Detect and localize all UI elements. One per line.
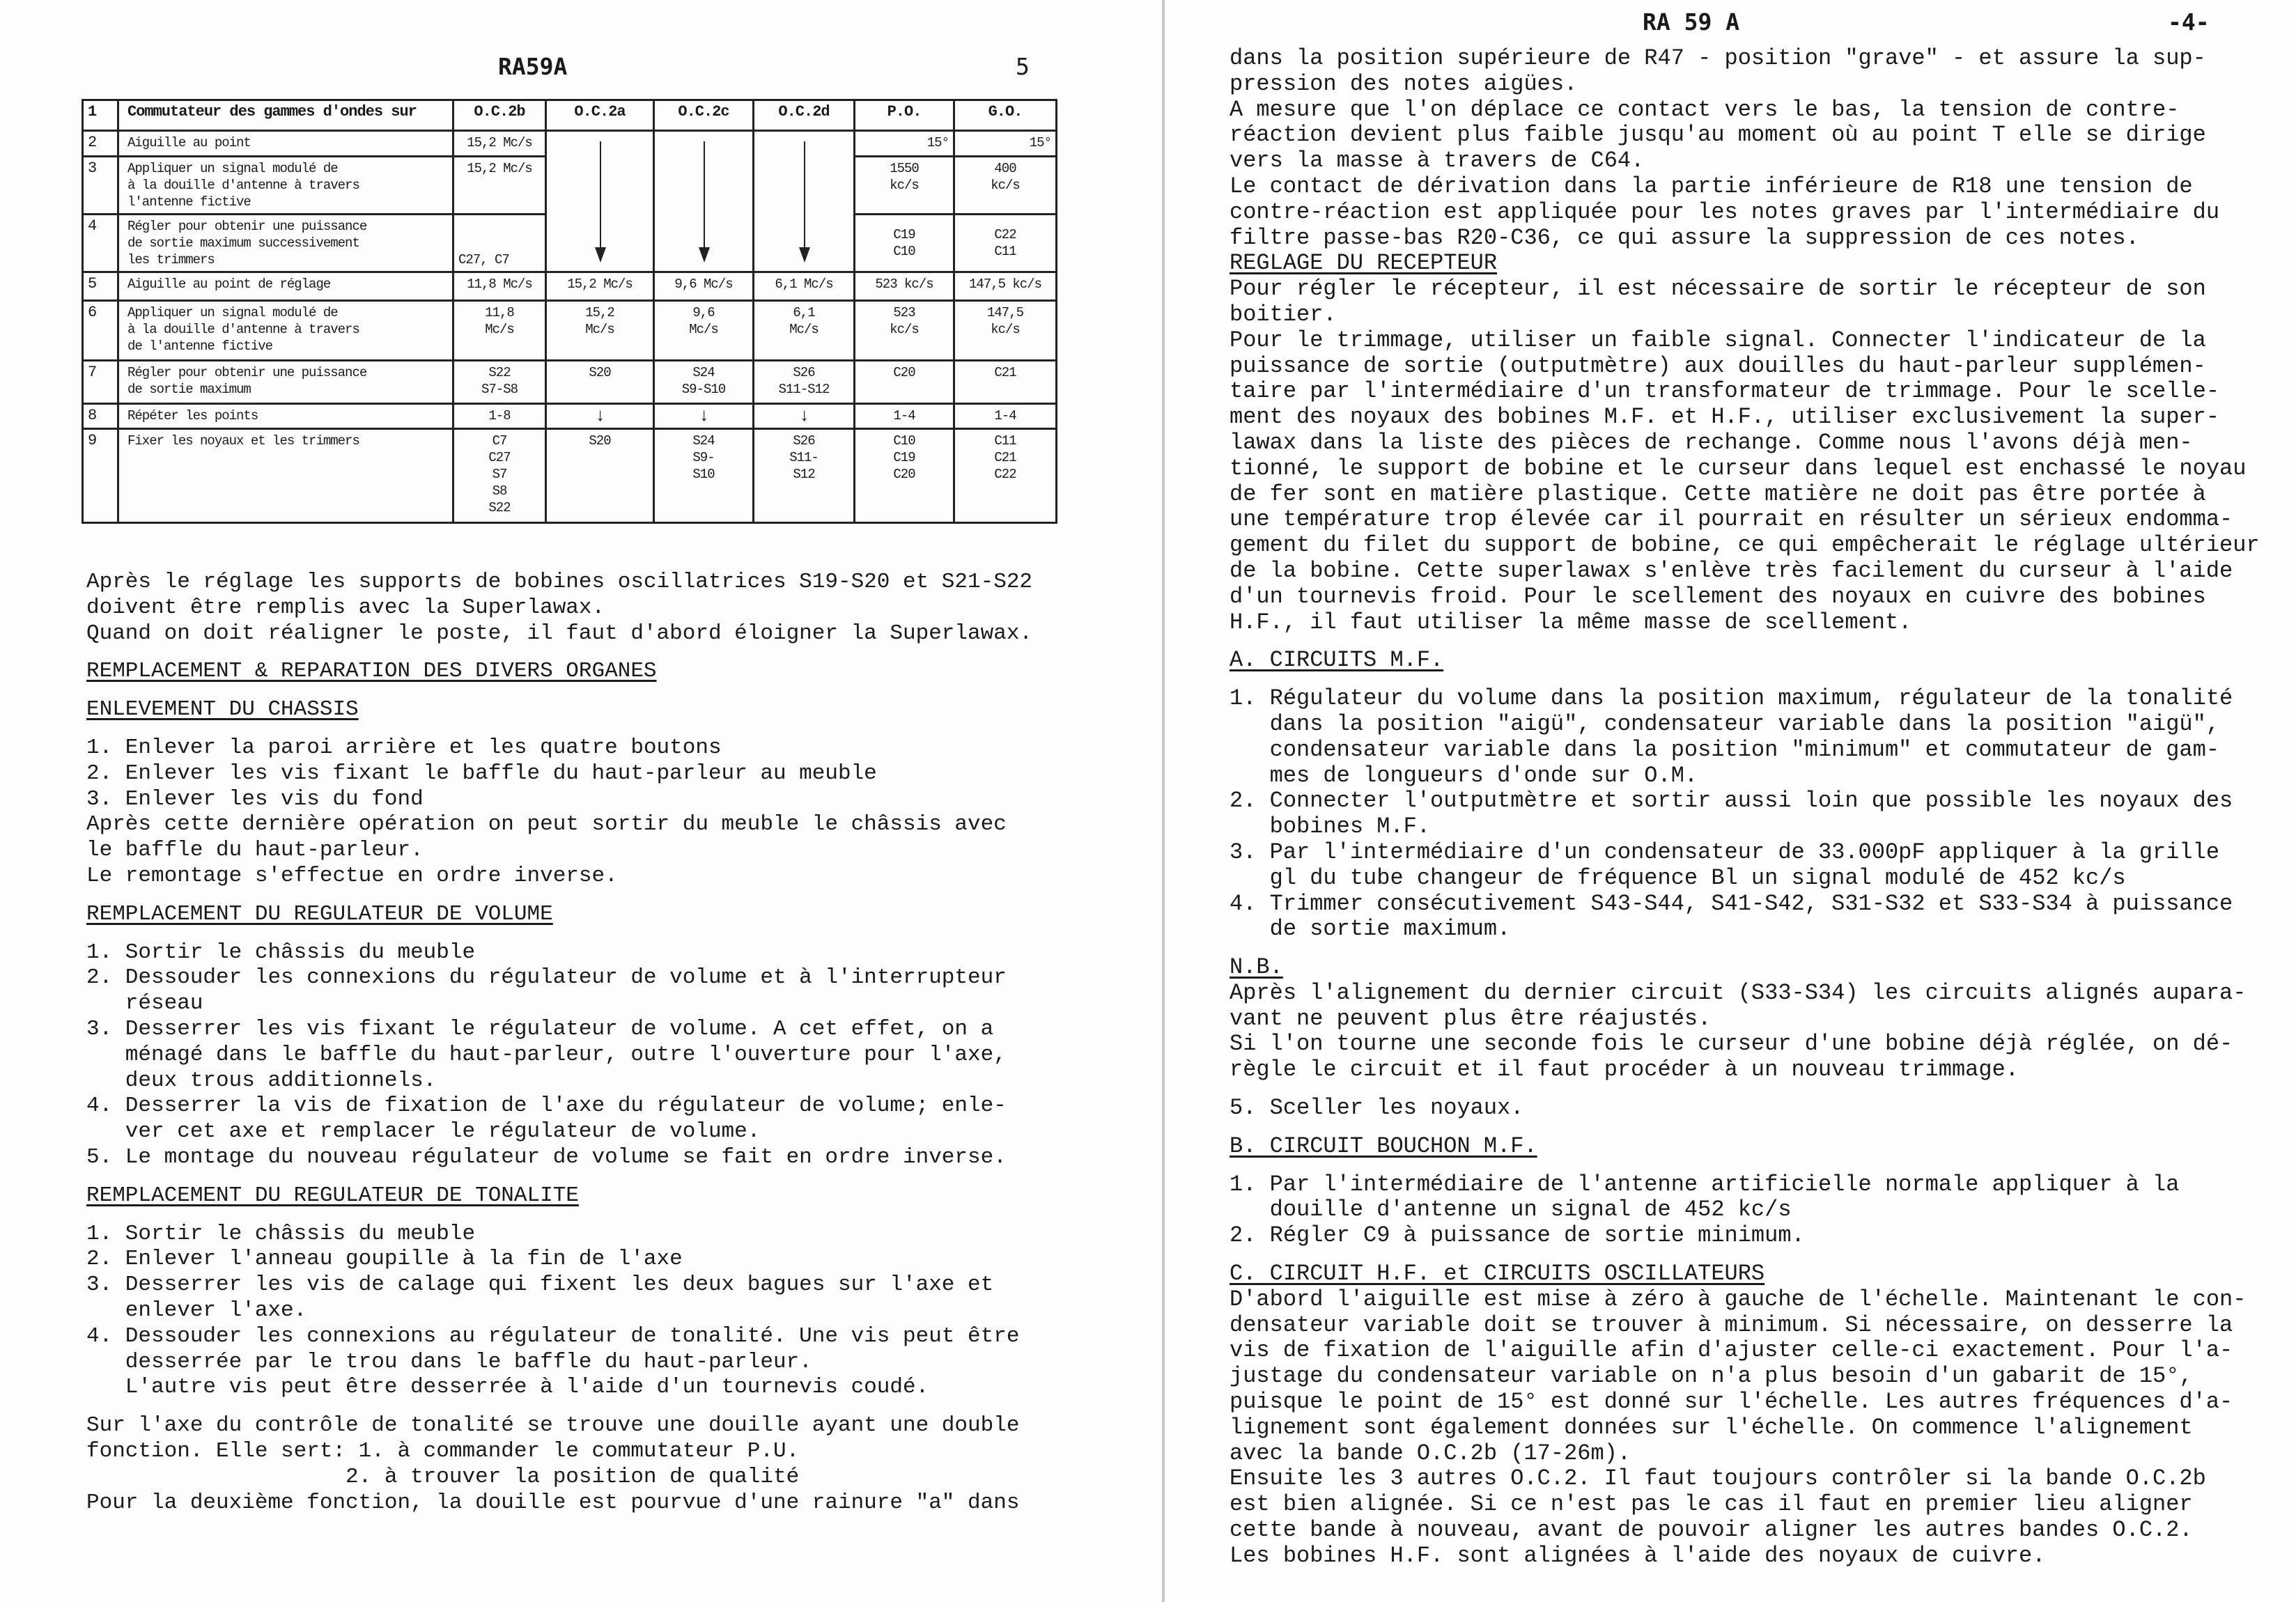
table-row xyxy=(83,404,1057,429)
table-cell: S26 S11- S12 xyxy=(754,429,855,523)
right-page xyxy=(1165,0,2296,1602)
text-line: REGLAGE DU RECEPTEUR xyxy=(1230,250,1498,277)
arrow-down-icon: ↓ xyxy=(546,404,654,429)
table-row xyxy=(83,361,1057,404)
table-cell: 15,2 Mc/s xyxy=(546,301,654,361)
text-line: doivent être remplis avec la Superlawax. xyxy=(86,595,605,620)
row-label: Aiguille au point de réglage xyxy=(118,272,453,301)
text-line: 3. Enlever les vis du fond xyxy=(86,786,424,811)
row-number: 7 xyxy=(83,361,118,404)
table-cell: C7 C27 S7 S8 S22 xyxy=(453,429,546,523)
text-line: H.F., il faut utiliser la même masse de scellement. xyxy=(1230,609,1912,635)
table-row xyxy=(83,429,1057,523)
table-cell: S20 xyxy=(546,361,654,404)
table-cell: S20 xyxy=(546,429,654,523)
text-line: d'un tournevis froid. Pour le scellement des noyaux en cuivre des bobines xyxy=(1230,583,2206,609)
text-line: L'autre vis peut être desserrée à l'aide d'un tournevis coudé. xyxy=(86,1375,929,1400)
text-line: réseau xyxy=(86,991,203,1016)
text-line: B. CIRCUIT BOUCHON M.F. xyxy=(1230,1133,1537,1159)
text-line: N.B. xyxy=(1230,954,1283,981)
left-page-body xyxy=(86,570,1032,1516)
text-line: gl du tube changeur de fréquence Bl un signal modulé de 452 kc/s xyxy=(1230,864,2126,891)
text-line: vis de fixation de l'aiguille afin d'ajuster celle-ci exactement. Pour l'a- xyxy=(1230,1337,2233,1364)
table-cell: 523 kc/s xyxy=(855,272,954,301)
table-cell: C20 xyxy=(855,361,954,404)
text-line: desserrée par le trou dans le baffle du haut-parleur. xyxy=(86,1349,812,1374)
section-heading xyxy=(1230,1134,2260,1160)
table-cell: C11 C21 C22 xyxy=(954,429,1057,523)
page-header-title: RA 59 A xyxy=(1643,8,1740,36)
text-line: 4. Dessouder les connexions au régulateur de tonalité. Une vis peut être xyxy=(86,1323,1020,1348)
arrow-down-icon: ↓ xyxy=(654,404,754,429)
text-line: C. CIRCUIT H.F. et CIRCUITS OSCILLATEURS xyxy=(1230,1261,1765,1287)
text-line: deux trous additionnels. xyxy=(86,1068,437,1093)
column-header: O.C.2a xyxy=(546,100,654,131)
text-line: 2. à trouver la position de qualité xyxy=(86,1464,800,1489)
continue-arrow-cell xyxy=(654,131,754,272)
table-header-row xyxy=(83,100,1057,131)
row-number: 6 xyxy=(83,301,118,361)
text-line: dans la position "aigü", condensateur variable dans la position "aigü", xyxy=(1230,710,2220,737)
text-line: D'abord l'aiguille est mise à zéro à gauche de l'échelle. Maintenant le con- xyxy=(1230,1286,2247,1312)
text-line: mes de longueurs d'onde sur O.M. xyxy=(1230,762,1698,788)
table-cell: 11,8 Mc/s xyxy=(453,301,546,361)
column-header: O.C.2c xyxy=(654,100,754,131)
section-heading xyxy=(1230,1261,2260,1287)
text-line: Quand on doit réaligner le poste, il faut d'abord éloigner la Superlawax. xyxy=(86,621,1033,646)
table-cell: 15,2 Mc/s xyxy=(453,131,546,157)
text-line: 5. Sceller les noyaux. xyxy=(1230,1095,1524,1121)
text-line: gement du filet du support de bobine, ce qui empêcherait le réglage ultérieur xyxy=(1230,532,2260,559)
text-line: fonction. Elle sert: 1. à commander le commutateur P.U. xyxy=(86,1438,800,1463)
text-line: 3. Desserrer les vis de calage qui fixent les deux bagues sur l'axe et xyxy=(86,1273,994,1298)
column-header: O.C.2d xyxy=(754,100,855,131)
column-header: G.O. xyxy=(954,100,1057,131)
page-number: -4- xyxy=(2168,8,2210,36)
text-line: réaction devient plus faible jusqu'au moment où au point T elle se dirige xyxy=(1230,122,2206,148)
text-line: 2. Enlever l'anneau goupille à la fin de l'axe xyxy=(86,1247,683,1272)
arrow-down-icon xyxy=(804,141,805,260)
table-cell: 147,5 kc/s xyxy=(954,301,1057,361)
section-heading xyxy=(86,1183,1032,1209)
text-line: 4. Desserrer la vis de fixation de l'axe du régulateur de volume; enle- xyxy=(86,1094,1007,1119)
row-number: 4 xyxy=(83,215,118,272)
text-line: 1. Sortir le châssis du meuble xyxy=(86,1221,476,1246)
table-cell: S26 S11-S12 xyxy=(754,361,855,404)
row-number: 9 xyxy=(83,429,118,523)
table-cell: C27, C7 xyxy=(453,215,546,272)
text-line: lawax dans la liste des pièces de rechange. Comme nous l'avons déjà men- xyxy=(1230,429,2193,456)
text-line: Les bobines H.F. sont alignées à l'aide des noyaux de cuivre. xyxy=(1230,1542,2046,1569)
section-heading xyxy=(1230,955,2260,981)
row-number: 3 xyxy=(83,157,118,215)
alignment-table xyxy=(82,99,1057,524)
text-line: Si l'on tourne une seconde fois le curseur d'une bobine déjà réglée, on dé- xyxy=(1230,1031,2233,1057)
text-line: puisque le point de 15° est donné sur l'échelle. Les autres fréquences d'a- xyxy=(1230,1389,2233,1415)
table-cell: 15° xyxy=(855,131,954,157)
text-line: Pour la deuxième fonction, la douille est pourvue d'une rainure "a" dans xyxy=(86,1490,1020,1515)
arrow-down-icon xyxy=(704,141,705,260)
text-line: Après le réglage les supports de bobines oscillatrices S19-S20 et S21-S22 xyxy=(86,570,1033,594)
text-line: 2. Régler C9 à puissance de sortie minimum. xyxy=(1230,1222,1805,1249)
paragraph xyxy=(1230,1096,2260,1121)
text-line: vers la masse à travers de C64. xyxy=(1230,148,1645,174)
section-heading xyxy=(1230,648,2260,674)
paragraph xyxy=(1230,46,2260,251)
text-line: 1. Régulateur du volume dans la position maximum, régulateur de la tonalité xyxy=(1230,685,2233,712)
table-cell: 1-4 xyxy=(954,404,1057,429)
text-line: le baffle du haut-parleur. xyxy=(86,838,424,863)
table-cell: 15,2 Mc/s xyxy=(546,272,654,301)
text-line: enlever l'axe. xyxy=(86,1298,307,1323)
section-heading xyxy=(86,697,1032,723)
row-label: Répéter les points xyxy=(118,404,453,429)
row-label: Régler pour obtenir une puissance de sortie maximum successivement les trimmers xyxy=(118,215,453,272)
text-line: Pour le trimmage, utiliser un faible signal. Connecter l'indicateur de la xyxy=(1230,327,2206,353)
paragraph xyxy=(1230,981,2260,1083)
table-cell: 9,6 Mc/s xyxy=(654,301,754,361)
table-cell: 11,8 Mc/s xyxy=(453,272,546,301)
text-line: Sur l'axe du contrôle de tonalité se trouve une douille ayant une double xyxy=(86,1413,1020,1438)
text-line: ment des noyaux des bobines M.F. et H.F., utiliser exclusivement la super- xyxy=(1230,404,2220,430)
paragraph xyxy=(86,940,1032,1171)
text-line: REMPLACEMENT DU REGULATEUR DE VOLUME xyxy=(86,901,553,926)
table-cell: 400 kc/s xyxy=(954,157,1057,215)
text-line: 1. Par l'intermédiaire de l'antenne artificielle normale appliquer à la xyxy=(1230,1171,2180,1197)
paragraph xyxy=(1230,686,2260,942)
arrow-down-icon xyxy=(600,141,601,260)
row-label: Appliquer un signal modulé de à la douille d'antenne à travers l'antenne fictive xyxy=(118,157,453,215)
continue-arrow-cell xyxy=(754,131,855,272)
text-line: Le contact de dérivation dans la partie inférieure de R18 une tension de xyxy=(1230,173,2193,199)
row-label: Commutateur des gammes d'ondes sur xyxy=(118,100,453,131)
text-line: est bien alignée. Si ce n'est pas le cas il faut en premier lieu aligner xyxy=(1230,1491,2193,1518)
row-number: 2 xyxy=(83,131,118,157)
row-number: 8 xyxy=(83,404,118,429)
text-line: de la bobine. Cette superlawax s'enlève très facilement du curseur à l'aide xyxy=(1230,557,2233,584)
text-line: Le remontage s'effectue en ordre inverse. xyxy=(86,863,618,888)
text-line: filtre passe-bas R20-C36, ce qui assure la suppression de ces notes. xyxy=(1230,224,2139,251)
text-line: lignement sont également données sur l'échelle. On commence l'alignement xyxy=(1230,1414,2193,1440)
text-line: de sortie maximum. xyxy=(1230,916,1511,942)
table-cell: 9,6 Mc/s xyxy=(654,272,754,301)
table-cell: C22 C11 xyxy=(954,215,1057,272)
paragraph xyxy=(1230,277,2260,635)
text-line: règle le circuit et il faut procéder à un nouveau trimmage. xyxy=(1230,1057,2019,1083)
table-cell: 1-8 xyxy=(453,404,546,429)
text-line: une température trop élevée car il pourrait en résulter un sérieux endomma- xyxy=(1230,506,2233,533)
text-line: densateur variable doit se trouver à minimum. Si nécessaire, on desserre la xyxy=(1230,1312,2233,1338)
text-line: 1. Enlever la paroi arrière et les quatre boutons xyxy=(86,735,722,760)
table-row xyxy=(83,301,1057,361)
table-cell: S22 S7-S8 xyxy=(453,361,546,404)
table-cell: 6,1 Mc/s xyxy=(754,301,855,361)
text-line: REMPLACEMENT DU REGULATEUR DE TONALITE xyxy=(86,1183,579,1208)
text-line: A mesure que l'on déplace ce contact vers le bas, la tension de contre- xyxy=(1230,96,2180,123)
text-line: Après l'alignement du dernier circuit (S33-S34) les circuits alignés aupara- xyxy=(1230,979,2247,1006)
page-header-title: RA59A xyxy=(498,53,568,80)
text-line: 4. Trimmer consécutivement S43-S44, S41-S42, S31-S32 et S33-S34 à puissance xyxy=(1230,890,2233,917)
text-line: 2. Dessouder les connexions du régulateur de volume et à l'interrupteur xyxy=(86,965,1007,990)
paragraph xyxy=(86,736,1032,889)
right-page-body xyxy=(1230,46,2260,1569)
text-line: tionné, le support de bobine et le curseur dans lequel est enchassé le noyau xyxy=(1230,455,2247,481)
text-line: justage du condensateur variable on n'a plus besoin d'un gabarit de 15°, xyxy=(1230,1363,2193,1390)
row-label: Appliquer un signal modulé de à la douille d'antenne à travers de l'antenne fictive xyxy=(118,301,453,361)
row-number: 1 xyxy=(83,100,118,131)
table-cell: C19 C10 xyxy=(855,215,954,272)
table-cell: S24 S9-S10 xyxy=(654,361,754,404)
text-line: 3. Desserrer les vis fixant le régulateur de volume. A cet effet, on a xyxy=(86,1016,994,1041)
text-line: pression des notes aigües. xyxy=(1230,70,1578,97)
text-line: avec la bande O.C.2b (17-26m). xyxy=(1230,1440,1631,1466)
text-line: 3. Par l'intermédiaire d'un condensateur de 33.000pF appliquer à la grille xyxy=(1230,839,2220,865)
row-label: Régler pour obtenir une puissance de sortie maximum xyxy=(118,361,453,404)
text-line: douille d'antenne un signal de 452 kc/s xyxy=(1230,1197,1792,1223)
text-line: taire par l'intermédiaire d'un transformateur de trimmage. Pour le scelle- xyxy=(1230,378,2220,405)
table-cell: 523 kc/s xyxy=(855,301,954,361)
section-heading xyxy=(86,659,1032,685)
row-label: Fixer les noyaux et les trimmers xyxy=(118,429,453,523)
text-line: Ensuite les 3 autres O.C.2. Il faut toujours contrôler si la bande O.C.2b xyxy=(1230,1465,2206,1492)
column-header: O.C.2b xyxy=(453,100,546,131)
text-line: 1. Sortir le châssis du meuble xyxy=(86,940,476,965)
table-row xyxy=(83,131,1057,157)
text-line: REMPLACEMENT & REPARATION DES DIVERS ORGANES xyxy=(86,659,657,684)
table-cell: S24 S9- S10 xyxy=(654,429,754,523)
section-heading xyxy=(86,902,1032,928)
text-line: contre-réaction est appliquée pour les notes graves par l'intermédiaire du xyxy=(1230,199,2220,225)
text-line: 5. Le montage du nouveau régulateur de volume se fait en ordre inverse. xyxy=(86,1144,1007,1169)
text-line: bobines M.F. xyxy=(1230,814,1431,840)
text-line: A. CIRCUITS M.F. xyxy=(1230,647,1444,674)
table-cell: C21 xyxy=(954,361,1057,404)
table-row xyxy=(83,272,1057,301)
text-line: de fer sont en matière plastique. Cette matière ne doit pas être portée à xyxy=(1230,481,2206,507)
arrow-down-icon: ↓ xyxy=(754,404,855,429)
text-line: dans la position supérieure de R47 - position "grave" - et assure la sup- xyxy=(1230,45,2206,71)
paragraph xyxy=(86,1413,1032,1516)
row-number: 5 xyxy=(83,272,118,301)
table-cell: 15,2 Mc/s xyxy=(453,157,546,215)
paragraph xyxy=(86,570,1032,646)
page-number: 5 xyxy=(1016,53,1030,80)
row-label: Aiguille au point xyxy=(118,131,453,157)
text-line: ménagé dans le baffle du haut-parleur, outre l'ouverture pour l'axe, xyxy=(86,1042,1007,1067)
text-line: puissance de sortie (outputmètre) aux douilles du haut-parleur supplémen- xyxy=(1230,352,2206,379)
continue-arrow-cell xyxy=(546,131,654,272)
section-heading xyxy=(1230,251,2260,277)
text-line: 2. Enlever les vis fixant le baffle du haut-parleur au meuble xyxy=(86,761,877,786)
text-line: cette bande à nouveau, avant de pouvoir aligner les autres bandes O.C.2. xyxy=(1230,1517,2193,1543)
text-line: ENLEVEMENT DU CHASSIS xyxy=(86,697,359,722)
paragraph xyxy=(1230,1172,2260,1249)
text-line: Après cette dernière opération on peut sortir du meuble le châssis avec xyxy=(86,812,1007,837)
paragraph xyxy=(1230,1287,2260,1569)
text-line: boitier. xyxy=(1230,301,1337,327)
text-line: Pour régler le récepteur, il est nécessaire de sortir le récepteur de son xyxy=(1230,276,2206,302)
table-cell: 1550 kc/s xyxy=(855,157,954,215)
text-line: condensateur variable dans la position "minimum" et commutateur de gam- xyxy=(1230,736,2220,763)
paragraph xyxy=(86,1222,1032,1401)
table-cell: 1-4 xyxy=(855,404,954,429)
table-cell: 15° xyxy=(954,131,1057,157)
table-cell: C10 C19 C20 xyxy=(855,429,954,523)
column-header: P.O. xyxy=(855,100,954,131)
text-line: vant ne peuvent plus être réajustés. xyxy=(1230,1005,1712,1032)
text-line: 2. Connecter l'outputmètre et sortir aussi loin que possible les noyaux des xyxy=(1230,788,2233,814)
table-cell: 6,1 Mc/s xyxy=(754,272,855,301)
text-line: ver cet axe et remplacer le régulateur de volume. xyxy=(86,1119,761,1144)
table-cell: 147,5 kc/s xyxy=(954,272,1057,301)
